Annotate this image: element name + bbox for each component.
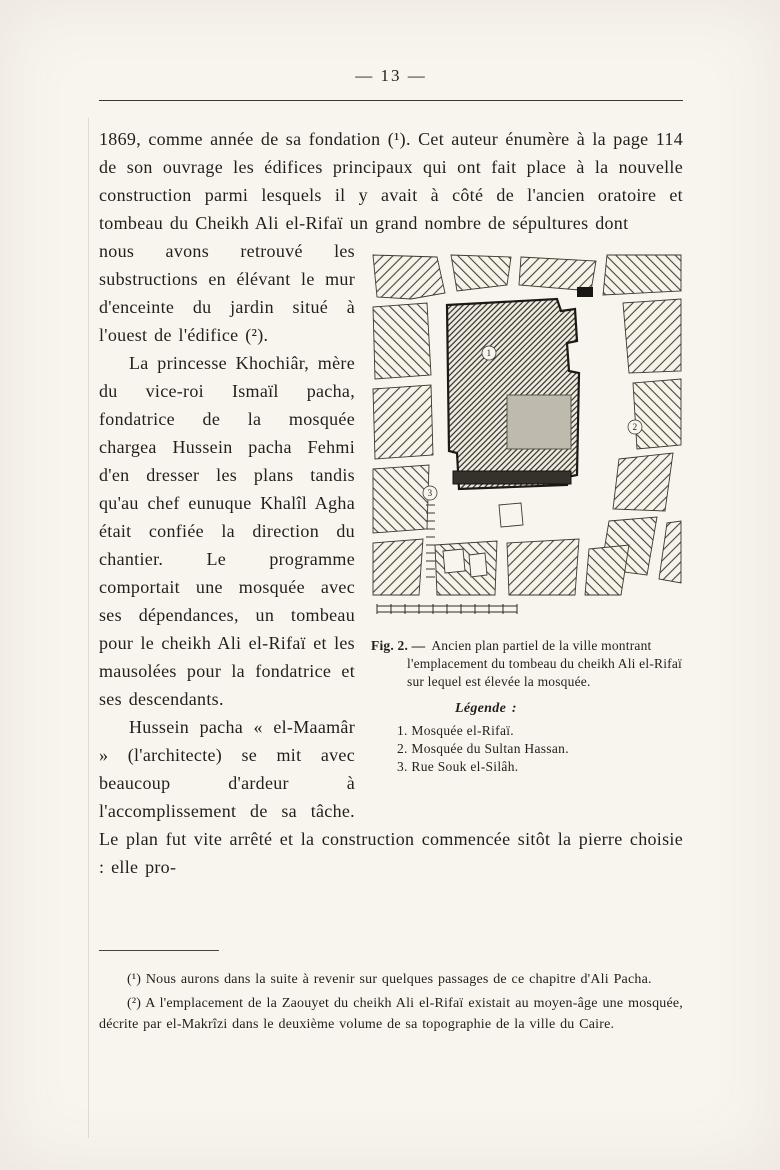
footnote-1: (¹) Nous aurons dans la suite à revenir sur quelques passages de ce chapitre d'Ali Pacha. — [127, 972, 652, 987]
map-image — [371, 253, 683, 625]
map-marker-1: 1 — [486, 348, 492, 359]
page-number: — 13 — — [355, 66, 427, 85]
black-building — [577, 287, 593, 297]
map-scale-bar — [377, 604, 517, 614]
body-text — [99, 125, 683, 881]
body-paragraph-2: La princesse Khochiâr, mère du vice-roi Ismaïl pacha, fondatrice de la mosquée chargea Hussein pacha Fehmi d'en dresser les plans tandis qu'au chef eunuque Khalîl Agha était confiée la direction du chantier. Le programme comportait une mosquée avec ses dépendances, un tombeau pour le cheikh Ali el-Rifaï et les mausolées pour la fondatrice et ses descendants. — [99, 353, 355, 709]
figure-caption-text: Ancien plan partiel de la ville montrant l'emplacement du tombeau du cheikh Ali el-Rifaï sur lequel est élevée la mosquée. — [407, 638, 683, 689]
legend-item-3: 3. Rue Souk el-Silâh. — [397, 759, 519, 774]
legend-item-2: 2. Mosquée du Sultan Hassan. — [397, 741, 569, 756]
footnotes — [99, 950, 683, 1038]
body-paragraph-1a: 1869, comme année de sa fondation (¹). Cet auteur énumère à la page 114 de son ouvrage les édifices principaux qui ont fait place à la nouvelle construction parmi lesquels il y avait à côté de l'ancien oratoire et tombeau du Cheikh Ali el-Rifaï un grand nombre de sépultures dont — [99, 129, 683, 233]
map-marker-2: 2 — [632, 422, 638, 433]
legend-item-1: 1. Mosquée el-Rifaï. — [397, 723, 514, 738]
body-paragraph-3: Hussein pacha « el-Maamâr » (l'architecte) se mit avec beaucoup d'ardeur à l'accomplissement de sa tâche. Le plan fut vite arrêté et la construction commencée sitôt la pierre choisie : elle pro- — [99, 717, 683, 877]
footnote-rule — [99, 950, 219, 951]
map-marker-3: 3 — [427, 488, 433, 499]
figure — [371, 253, 683, 776]
body-paragraph-1b: nous avons retrouvé les substructions en élévant le mur d'enceinte du jardin situé à l'ouest de l'édifice (²). — [99, 241, 355, 345]
mosque-base-band — [453, 471, 571, 484]
courtyard — [507, 395, 571, 449]
legend-title: Légende : — [455, 701, 517, 716]
figure-caption — [371, 637, 683, 691]
mosque-el-rifai-footprint — [447, 299, 579, 489]
figure-legend — [371, 699, 683, 776]
figure-caption-label: Fig. 2. — — [371, 638, 426, 653]
header-rule — [99, 100, 683, 101]
footnote-2: (²) A l'emplacement de la Zaouyet du cheikh Ali el-Rifaï existait au moyen-âge une mosquée, décrite par el-Makrîzi dans le deuxième volume de sa topographie de la ville du Caire. — [99, 996, 683, 1032]
